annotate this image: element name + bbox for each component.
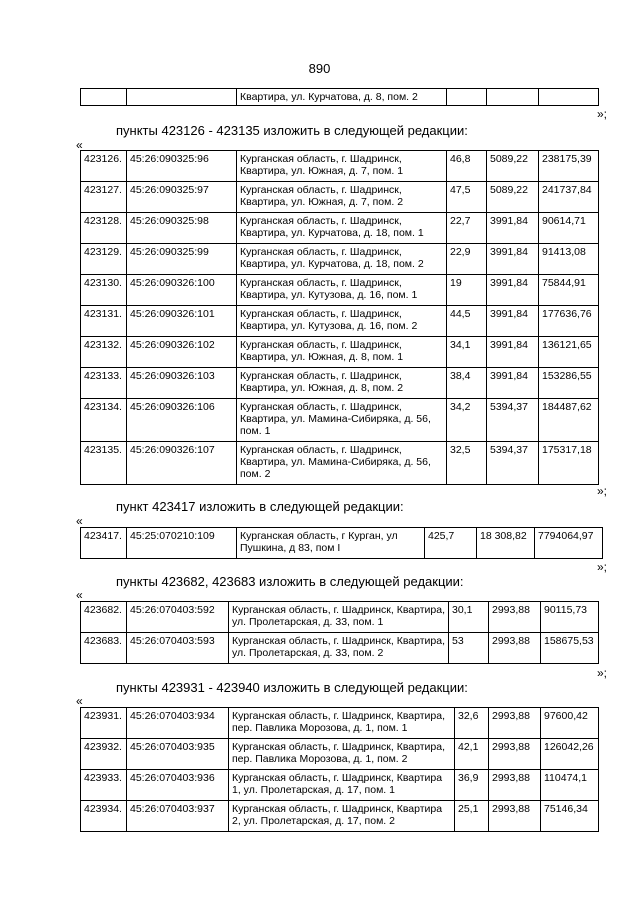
table-row bbox=[81, 151, 599, 182]
cadastral-number-cell: 45:26:090326:100 bbox=[127, 275, 237, 306]
row-number-cell: 423931. bbox=[81, 708, 127, 739]
row-number-cell: 423126. bbox=[81, 151, 127, 182]
table-row bbox=[81, 337, 599, 368]
table-row bbox=[81, 368, 599, 399]
area-cell: 46,8 bbox=[447, 151, 487, 182]
address-cell: Курганская область, г. Шадринск, Квартира, пер. Павлика Морозова, д. 1, пом. 1 bbox=[229, 708, 455, 739]
table-section-1 bbox=[80, 150, 599, 485]
rate-cell: 3991,84 bbox=[487, 337, 539, 368]
row-number-cell: 423417. bbox=[81, 528, 127, 559]
opening-quote: « bbox=[76, 138, 83, 152]
address-cell: Курганская область, г. Шадринск, Квартира, ул. Мамина-Сибиряка, д. 56, пом. 1 bbox=[237, 399, 447, 442]
rate-cell: 5089,22 bbox=[487, 182, 539, 213]
address-cell: Курганская область, г. Шадринск, Квартира, ул. Кутузова, д. 16, пом. 1 bbox=[237, 275, 447, 306]
rate-cell: 2993,88 bbox=[489, 770, 541, 801]
address-cell: Курганская область, г. Шадринск, Квартира, ул. Южная, д. 8, пом. 2 bbox=[237, 368, 447, 399]
area-cell: 32,6 bbox=[455, 708, 489, 739]
section-heading: пункты 423126 - 423135 изложить в следующей редакции: bbox=[116, 123, 468, 138]
area-cell bbox=[447, 89, 487, 106]
row-number-cell: 423128. bbox=[81, 213, 127, 244]
rate-cell: 2993,88 bbox=[489, 739, 541, 770]
closing-quote: »; bbox=[597, 560, 608, 574]
value-cell: 184487,62 bbox=[539, 399, 599, 442]
value-cell: 241737,84 bbox=[539, 182, 599, 213]
address-cell: Курганская область, г. Шадринск, Квартира, ул. Южная, д. 7, пом. 1 bbox=[237, 151, 447, 182]
rate-cell: 3991,84 bbox=[487, 368, 539, 399]
area-cell: 425,7 bbox=[425, 528, 477, 559]
table-row bbox=[81, 442, 599, 485]
rate-cell bbox=[487, 89, 539, 106]
cadastral-number-cell: 45:26:090326:102 bbox=[127, 337, 237, 368]
page-number: 890 bbox=[308, 61, 331, 76]
area-cell: 22,9 bbox=[447, 244, 487, 275]
opening-quote: « bbox=[76, 588, 83, 602]
address-cell: Курганская область, г. Шадринск, Квартира, ул. Кутузова, д. 16, пом. 2 bbox=[237, 306, 447, 337]
row-number-cell: 423133. bbox=[81, 368, 127, 399]
rate-cell: 2993,88 bbox=[489, 801, 541, 832]
rate-cell: 3991,84 bbox=[487, 275, 539, 306]
opening-quote: « bbox=[76, 514, 83, 528]
rate-cell: 2993,88 bbox=[489, 708, 541, 739]
address-cell: Квартира, ул. Курчатова, д. 8, пом. 2 bbox=[237, 89, 447, 106]
address-cell: Курганская область, г. Шадринск, Квартира, ул. Курчатова, д. 18, пом. 1 bbox=[237, 213, 447, 244]
area-cell: 34,1 bbox=[447, 337, 487, 368]
row-number-cell: 423682. bbox=[81, 602, 127, 633]
table-row bbox=[81, 306, 599, 337]
rate-cell: 5394,37 bbox=[487, 442, 539, 485]
value-cell bbox=[539, 89, 599, 106]
table-row bbox=[81, 528, 603, 559]
rate-cell: 2993,88 bbox=[489, 633, 541, 664]
cadastral-number-cell: 45:26:090326:101 bbox=[127, 306, 237, 337]
cadastral-number-cell: 45:26:070403:934 bbox=[127, 708, 229, 739]
cadastral-number-cell: 45:26:090325:96 bbox=[127, 151, 237, 182]
area-cell: 19 bbox=[447, 275, 487, 306]
row-number-cell: 423932. bbox=[81, 739, 127, 770]
table-row bbox=[81, 633, 599, 664]
address-cell: Курганская область, г. Шадринск, Квартира, ул. Южная, д. 8, пом. 1 bbox=[237, 337, 447, 368]
cadastral-number-cell: 45:26:090325:99 bbox=[127, 244, 237, 275]
rate-cell: 3991,84 bbox=[487, 213, 539, 244]
table-row bbox=[81, 275, 599, 306]
area-cell: 32,5 bbox=[447, 442, 487, 485]
cadastral-number-cell: 45:26:090326:107 bbox=[127, 442, 237, 485]
address-cell: Курганская область, г. Шадринск, Квартира 1, ул. Пролетарская, д. 17, пом. 1 bbox=[229, 770, 455, 801]
area-cell: 22,7 bbox=[447, 213, 487, 244]
table-row bbox=[81, 89, 599, 106]
opening-quote: « bbox=[76, 694, 83, 708]
area-cell: 44,5 bbox=[447, 306, 487, 337]
table-row bbox=[81, 801, 599, 832]
table-row bbox=[81, 708, 599, 739]
rate-cell: 3991,84 bbox=[487, 244, 539, 275]
closing-quote: »; bbox=[597, 484, 608, 498]
value-cell: 175317,18 bbox=[539, 442, 599, 485]
area-cell: 53 bbox=[449, 633, 489, 664]
value-cell: 75844,91 bbox=[539, 275, 599, 306]
address-cell: Курганская область, г. Шадринск, Квартира, ул. Курчатова, д. 18, пом. 2 bbox=[237, 244, 447, 275]
table-row bbox=[81, 602, 599, 633]
rate-cell: 18 308,82 bbox=[477, 528, 535, 559]
value-cell: 97600,42 bbox=[541, 708, 599, 739]
cadastral-number-cell: 45:26:090325:97 bbox=[127, 182, 237, 213]
area-cell: 30,1 bbox=[449, 602, 489, 633]
row-number-cell: 423130. bbox=[81, 275, 127, 306]
rate-cell: 3991,84 bbox=[487, 306, 539, 337]
value-cell: 126042,26 bbox=[541, 739, 599, 770]
rate-cell: 5089,22 bbox=[487, 151, 539, 182]
row-number-cell: 423129. bbox=[81, 244, 127, 275]
value-cell: 136121,65 bbox=[539, 337, 599, 368]
value-cell: 7794064,97 bbox=[535, 528, 603, 559]
area-cell: 34,2 bbox=[447, 399, 487, 442]
cadastral-number-cell: 45:26:070403:593 bbox=[127, 633, 229, 664]
row-number-cell: 423933. bbox=[81, 770, 127, 801]
cadastral-number-cell: 45:26:090326:103 bbox=[127, 368, 237, 399]
cadastral-number-cell: 45:26:090325:98 bbox=[127, 213, 237, 244]
row-number-cell: 423135. bbox=[81, 442, 127, 485]
table-row bbox=[81, 399, 599, 442]
area-cell: 47,5 bbox=[447, 182, 487, 213]
address-cell: Курганская область, г. Шадринск, Квартира, ул. Мамина-Сибиряка, д. 56, пом. 2 bbox=[237, 442, 447, 485]
address-cell: Курганская область, г. Шадринск, Квартира 2, ул. Пролетарская, д. 17, пом. 2 bbox=[229, 801, 455, 832]
address-cell: Курганская область, г. Шадринск, Квартира, ул. Пролетарская, д. 33, пом. 1 bbox=[229, 602, 449, 633]
rate-cell: 2993,88 bbox=[489, 602, 541, 633]
address-cell: Курганская область, г. Шадринск, Квартира, ул. Южная, д. 7, пом. 2 bbox=[237, 182, 447, 213]
row-number-cell: 423127. bbox=[81, 182, 127, 213]
address-cell: Курганская область, г Курган, ул Пушкина, д 83, пом I bbox=[237, 528, 425, 559]
area-cell: 25,1 bbox=[455, 801, 489, 832]
section-heading: пункты 423682, 423683 изложить в следующей редакции: bbox=[116, 574, 464, 589]
table-section-2 bbox=[80, 527, 603, 559]
table-row bbox=[81, 739, 599, 770]
value-cell: 90614,71 bbox=[539, 213, 599, 244]
cadastral-number-cell: 45:25:070210:109 bbox=[127, 528, 237, 559]
section-heading: пункты 423931 - 423940 изложить в следующей редакции: bbox=[116, 680, 468, 695]
area-cell: 36,9 bbox=[455, 770, 489, 801]
address-cell: Курганская область, г. Шадринск, Квартира, пер. Павлика Морозова, д. 1, пом. 2 bbox=[229, 739, 455, 770]
area-cell: 42,1 bbox=[455, 739, 489, 770]
cadastral-number-cell bbox=[127, 89, 237, 106]
value-cell: 90115,73 bbox=[541, 602, 599, 633]
value-cell: 75146,34 bbox=[541, 801, 599, 832]
value-cell: 177636,76 bbox=[539, 306, 599, 337]
value-cell: 110474,1 bbox=[541, 770, 599, 801]
row-number-cell: 423132. bbox=[81, 337, 127, 368]
row-number-cell: 423131. bbox=[81, 306, 127, 337]
table-row bbox=[81, 770, 599, 801]
address-cell: Курганская область, г. Шадринск, Квартира, ул. Пролетарская, д. 33, пом. 2 bbox=[229, 633, 449, 664]
value-cell: 158675,53 bbox=[541, 633, 599, 664]
cadastral-number-cell: 45:26:070403:937 bbox=[127, 801, 229, 832]
row-number-cell: 423134. bbox=[81, 399, 127, 442]
row-number-cell bbox=[81, 89, 127, 106]
section-heading: пункт 423417 изложить в следующей редакции: bbox=[116, 499, 404, 514]
table-section-3 bbox=[80, 601, 599, 664]
cadastral-number-cell: 45:26:070403:592 bbox=[127, 602, 229, 633]
table-row bbox=[81, 213, 599, 244]
value-cell: 153286,55 bbox=[539, 368, 599, 399]
row-number-cell: 423683. bbox=[81, 633, 127, 664]
closing-quote: »; bbox=[597, 666, 608, 680]
table-section-4 bbox=[80, 707, 599, 832]
rate-cell: 5394,37 bbox=[487, 399, 539, 442]
table-row bbox=[81, 244, 599, 275]
value-cell: 238175,39 bbox=[539, 151, 599, 182]
row-number-cell: 423934. bbox=[81, 801, 127, 832]
value-cell: 91413,08 bbox=[539, 244, 599, 275]
closing-quote: »; bbox=[597, 107, 608, 121]
table-row bbox=[81, 182, 599, 213]
cadastral-number-cell: 45:26:070403:935 bbox=[127, 739, 229, 770]
area-cell: 38,4 bbox=[447, 368, 487, 399]
table-top bbox=[80, 88, 599, 106]
cadastral-number-cell: 45:26:090326:106 bbox=[127, 399, 237, 442]
cadastral-number-cell: 45:26:070403:936 bbox=[127, 770, 229, 801]
